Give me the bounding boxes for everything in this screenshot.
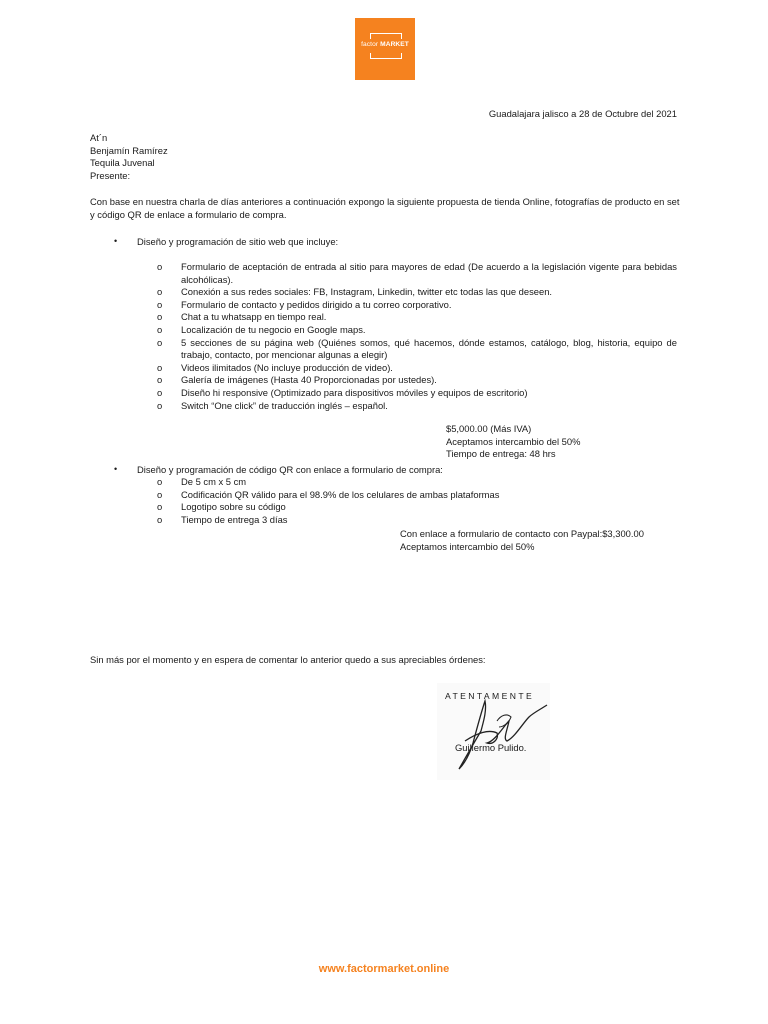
logo-text-bold: MARKET: [380, 41, 409, 48]
logo-bracket-bottom: [370, 53, 402, 59]
list-item: [157, 400, 677, 413]
circle-bullet-icon: o: [157, 476, 163, 487]
circle-bullet-icon: o: [157, 374, 163, 386]
circle-bullet-icon: o: [157, 311, 163, 323]
address-line: Benjamín Ramírez: [90, 144, 168, 156]
list-item-text: Localización de tu negocio en Google maps.: [181, 323, 366, 335]
section2-list: [157, 476, 677, 526]
section2-title: Diseño y programación de código QR con enlace a formulario de compra:: [137, 464, 443, 475]
logo-bracket-top: [370, 33, 402, 39]
list-item-text: Videos ilimitados (No incluye producción de video).: [181, 361, 393, 373]
price-line: Tiempo de entrega: 48 hrs: [446, 448, 556, 460]
list-item-text: Switch “One click” de traducción inglés – español.: [181, 399, 388, 411]
list-item-text: Tiempo de entrega 3 días: [181, 513, 288, 525]
circle-bullet-icon: o: [157, 336, 163, 348]
footer-website: www.factormarket.online: [318, 963, 450, 975]
price-line: Aceptamos intercambio del 50%: [400, 540, 535, 552]
list-item: [157, 501, 677, 514]
circle-bullet-icon: o: [157, 323, 163, 335]
list-item: [157, 476, 677, 489]
list-item-text: Formulario de contacto y pedidos dirigido a tu correo corporativo.: [181, 298, 452, 310]
circle-bullet-icon: o: [157, 298, 163, 310]
list-item: [157, 362, 677, 375]
price-line: Aceptamos intercambio del 50%: [446, 435, 581, 447]
list-item-text: Diseño hi responsive (Optimizado para dispositivos móviles y equipos de escritorio): [181, 386, 528, 398]
list-item: [157, 489, 677, 502]
list-item: [157, 324, 677, 337]
list-item: [157, 374, 677, 387]
logo-text: [355, 41, 415, 48]
circle-bullet-icon: o: [157, 399, 163, 411]
intro-paragraph: Con base en nuestra charla de días anteriores a continuación expongo la siguiente propuesta de tienda Online, fotografías de producto en set y código QR de enlace a formulario de compra.: [90, 196, 680, 220]
address-line: At´n: [90, 132, 108, 143]
address-line: Presente:: [90, 169, 131, 181]
list-item: [157, 311, 677, 324]
list-item-text: Conexión a sus redes sociales: FB, Instagram, Linkedin, twitter etc todas las que deseen.: [181, 286, 553, 298]
circle-bullet-icon: o: [157, 513, 163, 525]
list-item: [157, 261, 677, 286]
handwritten-signature-icon: [437, 683, 550, 780]
circle-bullet-icon: o: [157, 286, 163, 298]
letter-date: Guadalajara jalisco a 28 de Octubre del 2021: [488, 108, 677, 119]
list-item-text: Chat a tu whatsapp en tiempo real.: [181, 311, 327, 323]
closing-line: Sin más por el momento y en espera de comentar lo anterior quedo a sus apreciables órdenes:: [90, 654, 486, 665]
list-item-text: 5 secciones de su página web (Quiénes somos, qué hacemos, dónde estamos, catálogo, blog, historia, equipo de trabajo, contacto, por mencionar algunas a elegir): [181, 336, 677, 361]
section2-price-block: [400, 528, 644, 553]
list-item: [157, 387, 677, 400]
address-block: [90, 132, 168, 182]
list-item: [157, 286, 677, 299]
logo-text-light: factor: [361, 41, 379, 48]
list-item-text: Logotipo sobre su código: [181, 501, 286, 513]
list-item-text: Codificación QR válido para el 98.9% de los celulares de ambas plataformas: [181, 488, 500, 500]
section1-list: [157, 261, 677, 412]
factor-market-logo: [355, 18, 415, 80]
price-line: Con enlace a formulario de contacto con Paypal:$3,300.00: [400, 528, 644, 539]
signature-salutation: ATENTAMENTE: [445, 691, 535, 701]
bullet-icon: •: [114, 236, 118, 246]
circle-bullet-icon: o: [157, 501, 163, 513]
list-item-text: De 5 cm x 5 cm: [181, 476, 247, 487]
section1-price-block: [446, 423, 580, 461]
circle-bullet-icon: o: [157, 488, 163, 500]
list-item: [157, 299, 677, 312]
list-item: [157, 337, 677, 362]
list-item-text: Formulario de aceptación de entrada al sitio para mayores de edad (De acuerdo a la legislación vigente para bebidas alcohólicas).: [181, 261, 677, 285]
bullet-icon: •: [114, 464, 118, 474]
address-line: Tequila Juvenal: [90, 157, 155, 168]
list-item-text: Galería de imágenes (Hasta 40 Proporcionadas por ustedes).: [181, 374, 437, 386]
circle-bullet-icon: o: [157, 386, 163, 398]
list-item: [157, 514, 677, 527]
circle-bullet-icon: o: [157, 261, 163, 272]
price-line: $5,000.00 (Más IVA): [446, 423, 532, 434]
signer-name: Guillermo Pulido.: [455, 742, 527, 753]
section1-title: Diseño y programación de sitio web que incluye:: [137, 236, 339, 247]
circle-bullet-icon: o: [157, 361, 163, 373]
